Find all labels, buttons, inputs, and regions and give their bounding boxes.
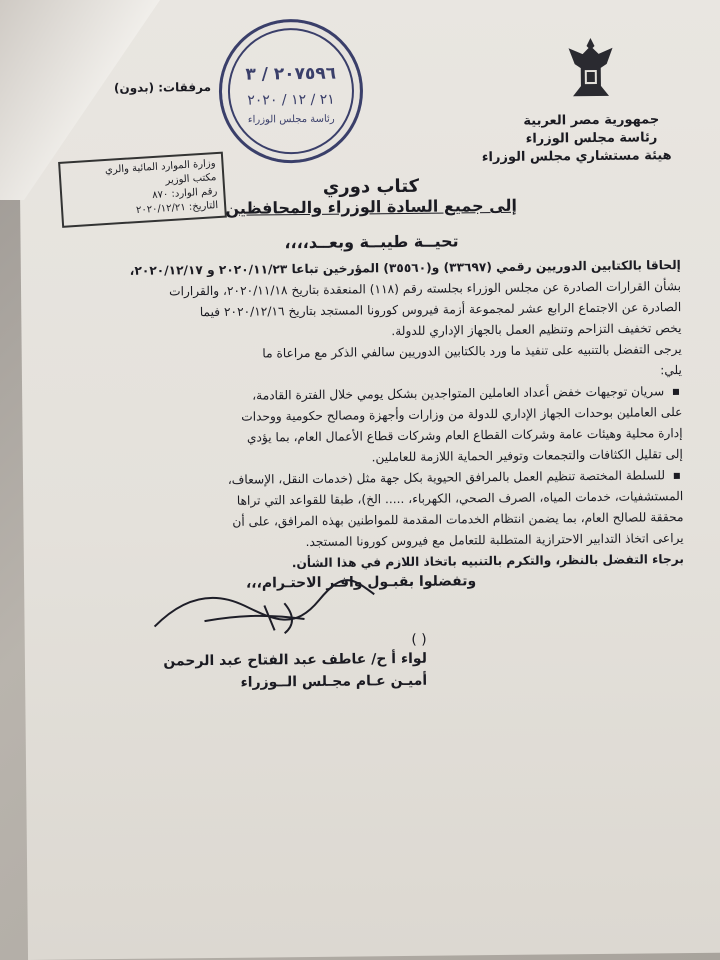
reg-stamp-number: رقم الوارد: ٨٧٠: [151, 186, 218, 202]
signature-parentheses: ( ): [411, 631, 427, 648]
letter-body: [63, 255, 684, 576]
stamp-label: رئاسة مجلس الوزراء: [247, 113, 335, 126]
eagle-emblem-icon: [560, 34, 621, 103]
stamp-date: ٢١ / ١٢ / ٢٠٢٠: [247, 91, 335, 109]
body-line: المستشفيات، خدمات المياه، الصرف الصحي، الكهرباء، ..... الخ)، طبقا للقواعد التي تراها: [236, 489, 684, 508]
document-paper: [18, 0, 720, 960]
stamp-number: ٢٠٧٥٩٦ / ٣: [245, 63, 337, 85]
body-line: الصادرة عن الاجتماع الرابع عشر لمجموعة أزمة فيروس كورونا المستجد بتاريخ ٢٠٢٠/١٢/١٦ فيما: [199, 300, 682, 320]
letter: [18, 0, 720, 960]
letter-title: [20, 173, 720, 220]
bullet-item: ▪ سريان توجيهات خفض أعداد العاملين المتواجدين بشكل يومي خلال الفترة القادمة،: [64, 381, 682, 408]
letterhead-authority: هيئة مستشاري مجلس الوزراء: [481, 148, 672, 166]
reg-stamp-office: مكتب الوزير: [165, 172, 217, 187]
reg-stamp-ministry: وزارة الموارد المائية والري: [104, 158, 216, 177]
reg-stamp-date: التاريخ: ٢٠٢٠/١٢/٢١: [135, 199, 219, 217]
greeting: تحيــة طيبــة وبعــد،،،،: [284, 231, 459, 253]
bullet-item: ▪ للسلطة المختصة تنظيم العمل بالمرافق الحيوية بكل جهة مثل (خدمات النقل، الإسعاف،: [65, 465, 683, 492]
title-main: كتاب دوري: [322, 175, 420, 198]
body-line: على العاملين بوحدات الجهاز الإداري للدولة من وزارات وأجهزة ومصالح حكومية ووحدات: [241, 405, 683, 424]
body-line: برجاء التفضل بالنظر، والتكرم بالتنبيه باتخاذ اللازم في هذا الشأن.: [291, 552, 684, 571]
registry-round-stamp: [218, 18, 364, 164]
letterhead: [481, 33, 672, 167]
body-line: محققة للصالح العام، بما يضمن انتظام الخدمات المقدمة للمواطنين بهذه المرافق، على أن: [232, 510, 684, 529]
letterhead-presidency: رئاسة مجلس الوزراء: [525, 130, 658, 147]
body-line: إلى تقليل الكثافات والتجمعات وتوفير الحماية اللازمة للعاملين.: [371, 447, 683, 465]
title-addressee: إلى جميع السادة الوزراء والمحافظين: [225, 195, 517, 218]
closing-line: وتفضلوا بقبـول وافـر الاحتـرام،،،: [245, 573, 477, 592]
body-line: يخص تخفيف التزاحم وتنظيم العمل بالجهاز الإداري للدولة.: [391, 321, 682, 339]
signature-block: [163, 632, 427, 695]
body-line: إدارة محلية وهيئات عامة وشركات القطاع العام وشركات قطاع الأعمال العام، بما يؤدي: [246, 426, 683, 445]
attachments-note: مرفقات: (بدون): [113, 79, 212, 95]
signer-title: أميـن عـام مجـلس الــوزراء: [240, 672, 428, 691]
letterhead-country: جمهورية مصر العربية: [523, 112, 660, 129]
body-line: بشأن القرارات الصادرة عن مجلس الوزراء بجلسته رقم (١١٨) المنعقدة بتاريخ ٢٠٢٠/١١/١٨، والقرارات: [169, 279, 682, 299]
body-line: يراعى اتخاذ التدابير الاحترازية المتطلبة للتعامل مع فيروس كورونا المستجد.: [305, 531, 684, 550]
body-line: يرجى التفضل بالتنبيه على تنفيذ ما ورد بالكتابين الدوريين سالفي الذكر مع مراعاة ما: [262, 342, 682, 361]
body-line: يلي:: [660, 363, 682, 378]
body-line: إلحاقا بالكتابين الدوريين رقمي (٣٣٦٩٧) و(٣٥٥٦٠) المؤرخين تباعا ٢٠٢٠/١١/٢٣ و ٢٠٢٠/١٢/١٧،: [129, 258, 681, 278]
signer-name: لواء أ ح/ عاطف عبد الفتاح عبد الرحمن: [163, 650, 428, 670]
